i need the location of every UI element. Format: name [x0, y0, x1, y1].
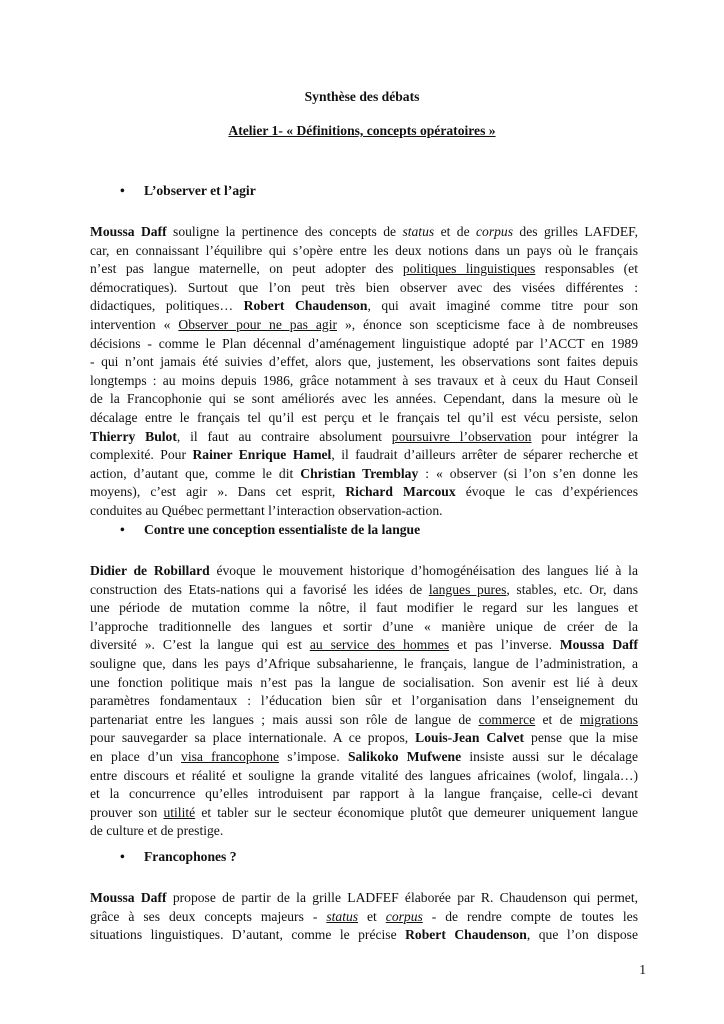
- bullet-icon: •: [120, 522, 125, 537]
- section-paragraph-2: Didier de Robillard évoque le mouvement historique d’homogénéisation des langues lié à la construction des Etats-nations qui a favorisé les idées de langues pures, stables, etc. Or, dans une période de mutation comme la nôtre, il faut modifier le regard sur les langues et l’approche traditionnelle des langues et sortir d’une « manière unique de créer de la diversité ». C’est la langue qui est au service des hommes et pas l’inverse. Moussa Daff souligne que, dans les pays d’Afrique subsaharienne, le français, langue de l’administration, a une fonction politique mais n’est pas la langue de socialisation. Son avenir est lié à deux paramètres fondamentaux : l’éducation bien sûr et l’organisation dans l’enseignement du partenariat entre les langues ; mais aussi son rôle de langue de commerce et de migrations pour sauvegarder sa place internationale. A ce propos, Louis-Jean Calvet pense que la mise en place d’un visa francophone s’impose. Salikoko Mufwene insiste aussi sur le décalage entre discours et réalité et souligne la grande vitalité des langues africaines (wolof, lingala…) et la concurrence qu’elles introduisent par rapport à la langue française, celle-ci devant prouver son utilité et tabler sur le secteur économique plutôt que demeurer uniquement langue de culture et de prestige.: [90, 563, 639, 839]
- bullet-icon: •: [120, 183, 125, 198]
- section-paragraph-1: Moussa Daff souligne la pertinence des concepts de status et de corpus des grilles LAFDEF, car, en connaissant l’équilibre qui s’opère entre les deux notions dans un pays où le français n’est pas langue maternelle, on peut adopter des politiques linguistiques responsables (et démocratiques). Surtout que l’on peut très bien observer avec des visées différentes : didactiques, politiques… Robert Chaudenson, qui avait imaginé comme titre pour son intervention « Observer pour ne pas agir », énonce son scepticisme face à de nombreuses décisions - comme le Plan décennal d’aménagement linguistique adopté par l’ACCT en 1989 - qui n’ont jamais été suivies d’effet, alors que, justement, les observations sont faites depuis longtemps : au moins depuis 1986, grâce notamment à ses travaux et à ceux du Haut Conseil de la Francophonie qui se sont améliorés avec les années. Cependant, dans la mesure où le décalage entre le français tel qu’il est perçu et le français tel qu’il est vécu persiste, selon Thierry Bulot, il faut au contraire absolument poursuivre l’observation pour intégrer la complexité. Pour Rainer Enrique Hamel, il faudrait d’ailleurs arrêter de séparer recherche et action, d’autant que, comme le dit Christian Tremblay : « observer (si l’on s’en donne les moyens), c’est agir ». Dans cet esprit, Richard Marcoux évoque le cas d’expériences conduites au Québec permettant l’interaction observation-action.: [90, 224, 639, 518]
- section-heading-1: [120, 182, 256, 201]
- section-heading-text: L’observer et l’agir: [144, 183, 256, 198]
- section-paragraph-3: Moussa Daff propose de partir de la grille LADFEF élaborée par R. Chaudenson qui permet, grâce à ses deux concepts majeurs - status et corpus - de rendre compte de toutes les situations linguistiques. D’autant, comme le précise Robert Chaudenson, que l’on dispose: [90, 890, 639, 943]
- document-title: Synthèse des débats: [304, 89, 420, 104]
- section-heading-3: [120, 848, 237, 867]
- section-heading-text: Francophones ?: [144, 849, 237, 864]
- section-heading-2: [120, 521, 420, 540]
- page-number: 1: [639, 962, 646, 977]
- section-heading-text: Contre une conception essentialiste de la langue: [144, 522, 421, 537]
- document-subtitle: Atelier 1- « Définitions, concepts opératoires »: [228, 123, 496, 138]
- bullet-icon: •: [120, 849, 125, 864]
